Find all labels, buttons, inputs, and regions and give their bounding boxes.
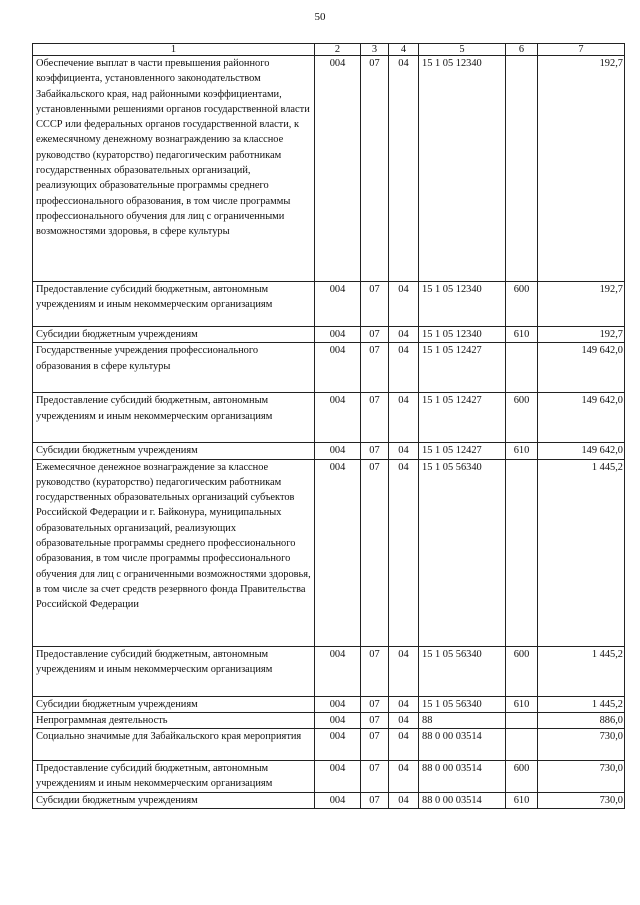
table-row xyxy=(33,793,625,809)
section-code: 07 xyxy=(361,729,389,761)
row-name: Субсидии бюджетным учреждениям xyxy=(33,443,315,459)
target-article: 88 0 00 03514 xyxy=(419,793,506,809)
table-row xyxy=(33,56,625,282)
section-code: 07 xyxy=(361,761,389,793)
ministry-code: 004 xyxy=(315,327,361,343)
ministry-code: 004 xyxy=(315,459,361,646)
row-name: Социально значимые для Забайкальского края мероприятия xyxy=(33,729,315,761)
amount: 886,0 xyxy=(538,712,625,728)
section-code: 07 xyxy=(361,56,389,282)
section-code: 07 xyxy=(361,712,389,728)
subsection-code: 04 xyxy=(389,761,419,793)
table-row xyxy=(33,761,625,793)
row-name: Государственные учреждения профессионального образования в сфере культуры xyxy=(33,343,315,393)
expense-type: 600 xyxy=(506,282,538,327)
subsection-code: 04 xyxy=(389,729,419,761)
amount: 192,7 xyxy=(538,282,625,327)
table-row xyxy=(33,393,625,443)
row-name: Предоставление субсидий бюджетным, автономным учреждениям и иным некоммерческим организациям xyxy=(33,646,315,696)
amount: 1 445,2 xyxy=(538,646,625,696)
section-code: 07 xyxy=(361,646,389,696)
column-header: 6 xyxy=(506,44,538,56)
target-article: 15 1 05 12340 xyxy=(419,327,506,343)
ministry-code: 004 xyxy=(315,729,361,761)
table-row xyxy=(33,459,625,646)
section-code: 07 xyxy=(361,793,389,809)
ministry-code: 004 xyxy=(315,443,361,459)
expense-type: 610 xyxy=(506,793,538,809)
ministry-code: 004 xyxy=(315,761,361,793)
page-number: 50 xyxy=(314,11,326,23)
subsection-code: 04 xyxy=(389,712,419,728)
table-row xyxy=(33,327,625,343)
row-name: Предоставление субсидий бюджетным, автономным учреждениям и иным некоммерческим организациям xyxy=(33,761,315,793)
expense-type xyxy=(506,459,538,646)
row-name: Обеспечение выплат в части превышения районного коэффициента, установленного законодательством Забайкальского края, над районными коэффициентами, установленными решениями органов государственной власти СССР или федеральных органов государственной власти, к ежемесячному денежному вознаграждению за классное руководство (кураторство) педагогическим работникам государственных образовательных организаций, реализующих образовательные программы среднего профессионального образования, в том числе программы профессионального обучения для лиц с ограниченными возможностями здоровья, в сфере культуры xyxy=(33,56,315,282)
subsection-code: 04 xyxy=(389,327,419,343)
ministry-code: 004 xyxy=(315,282,361,327)
expense-type: 600 xyxy=(506,761,538,793)
target-article: 15 1 05 12427 xyxy=(419,393,506,443)
amount: 149 642,0 xyxy=(538,343,625,393)
expense-type xyxy=(506,56,538,282)
target-article: 15 1 05 12427 xyxy=(419,343,506,393)
ministry-code: 004 xyxy=(315,56,361,282)
row-name: Предоставление субсидий бюджетным, автономным учреждениям и иным некоммерческим организациям xyxy=(33,393,315,443)
column-header: 5 xyxy=(419,44,506,56)
amount: 149 642,0 xyxy=(538,443,625,459)
expense-type xyxy=(506,343,538,393)
column-header: 1 xyxy=(33,44,315,56)
row-name: Субсидии бюджетным учреждениям xyxy=(33,793,315,809)
row-name: Предоставление субсидий бюджетным, автономным учреждениям и иным некоммерческим организациям xyxy=(33,282,315,327)
subsection-code: 04 xyxy=(389,459,419,646)
section-code: 07 xyxy=(361,443,389,459)
expense-type xyxy=(506,712,538,728)
amount: 730,0 xyxy=(538,793,625,809)
amount: 192,7 xyxy=(538,327,625,343)
table-row xyxy=(33,696,625,712)
budget-table xyxy=(32,43,625,809)
column-header: 2 xyxy=(315,44,361,56)
table-row xyxy=(33,443,625,459)
expense-type: 610 xyxy=(506,696,538,712)
target-article: 15 1 05 12340 xyxy=(419,56,506,282)
target-article: 15 1 05 56340 xyxy=(419,459,506,646)
section-code: 07 xyxy=(361,282,389,327)
subsection-code: 04 xyxy=(389,56,419,282)
amount: 192,7 xyxy=(538,56,625,282)
target-article: 15 1 05 56340 xyxy=(419,696,506,712)
table-row xyxy=(33,282,625,327)
subsection-code: 04 xyxy=(389,343,419,393)
amount: 1 445,2 xyxy=(538,459,625,646)
ministry-code: 004 xyxy=(315,646,361,696)
section-code: 07 xyxy=(361,459,389,646)
column-header: 3 xyxy=(361,44,389,56)
expense-type: 610 xyxy=(506,327,538,343)
subsection-code: 04 xyxy=(389,793,419,809)
expense-type: 600 xyxy=(506,393,538,443)
section-code: 07 xyxy=(361,696,389,712)
section-code: 07 xyxy=(361,343,389,393)
subsection-code: 04 xyxy=(389,646,419,696)
target-article: 88 0 00 03514 xyxy=(419,729,506,761)
amount: 730,0 xyxy=(538,761,625,793)
table-row xyxy=(33,729,625,761)
ministry-code: 004 xyxy=(315,343,361,393)
row-name: Ежемесячное денежное вознаграждение за классное руководство (кураторство) педагогическим работникам государственных образовательных организаций субъектов Российской Федерации и г. Байконура, муниципальных образовательных организаций, реализующих образовательные программы среднего профессионального образования, в том числе программы профессионального обучения для лиц с ограниченными возможностями здоровья, в том числе за счет средств резервного фонда Правительства Российской Федерации xyxy=(33,459,315,646)
target-article: 15 1 05 56340 xyxy=(419,646,506,696)
amount: 149 642,0 xyxy=(538,393,625,443)
expense-type: 600 xyxy=(506,646,538,696)
ministry-code: 004 xyxy=(315,696,361,712)
ministry-code: 004 xyxy=(315,712,361,728)
target-article: 88 0 00 03514 xyxy=(419,761,506,793)
section-code: 07 xyxy=(361,327,389,343)
row-name: Непрограммная деятельность xyxy=(33,712,315,728)
ministry-code: 004 xyxy=(315,393,361,443)
section-code: 07 xyxy=(361,393,389,443)
target-article: 15 1 05 12340 xyxy=(419,282,506,327)
table-row xyxy=(33,343,625,393)
target-article: 15 1 05 12427 xyxy=(419,443,506,459)
column-header: 7 xyxy=(538,44,625,56)
row-name: Субсидии бюджетным учреждениям xyxy=(33,327,315,343)
subsection-code: 04 xyxy=(389,393,419,443)
table-row xyxy=(33,646,625,696)
target-article: 88 xyxy=(419,712,506,728)
row-name: Субсидии бюджетным учреждениям xyxy=(33,696,315,712)
subsection-code: 04 xyxy=(389,696,419,712)
expense-type: 610 xyxy=(506,443,538,459)
amount: 1 445,2 xyxy=(538,696,625,712)
amount: 730,0 xyxy=(538,729,625,761)
ministry-code: 004 xyxy=(315,793,361,809)
subsection-code: 04 xyxy=(389,282,419,327)
expense-type xyxy=(506,729,538,761)
table-row xyxy=(33,712,625,728)
table-header-row xyxy=(33,44,625,56)
column-header: 4 xyxy=(389,44,419,56)
subsection-code: 04 xyxy=(389,443,419,459)
